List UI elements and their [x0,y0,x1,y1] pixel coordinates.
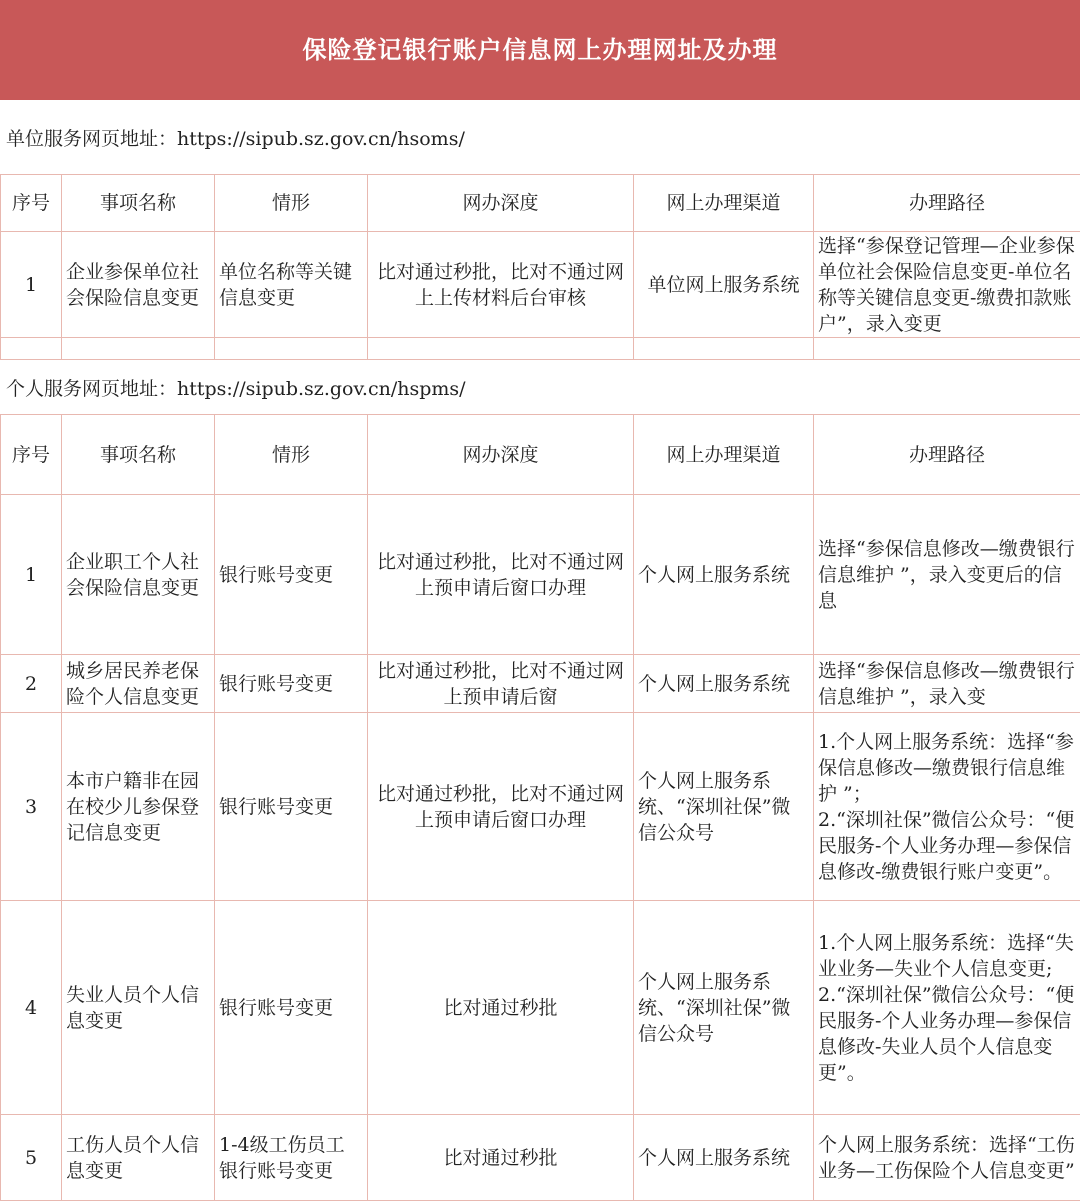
unit-service-table [0,174,1080,360]
personal-service-table [0,414,1080,1201]
path-step: 1.个人网上服务系统：选择“失业业务—失业个人信息变更; [818,930,1076,982]
cell-no: 1 [1,495,62,655]
table-row [1,232,1080,338]
cell-case: 单位名称等关键信息变更 [215,232,368,338]
cell-item: 企业参保单位社会保险信息变更 [62,232,215,338]
path-step: 2.“深圳社保”微信公众号：“便民服务-个人业务办理—参保信息修改-缴费银行账户变更”。 [818,807,1076,885]
header-no: 序号 [1,415,62,495]
cell-path: 选择“参保信息修改—缴费银行信息维护 ”，录入变 [814,655,1080,713]
cell-item: 本市户籍非在园在校少儿参保登记信息变更 [62,713,215,901]
cell-no: 4 [1,901,62,1115]
cell-depth: 比对通过秒批，比对不通过网上预申请后窗 [368,655,634,713]
header-channel: 网上办理渠道 [634,175,814,232]
cell-channel: 单位网上服务系统 [634,232,814,338]
page-title: 保险登记银行账户信息网上办理网址及办理 [303,36,778,64]
personal-service-url: 个人服务网页地址：https://sipub.sz.gov.cn/hspms/ [0,360,1080,414]
table-row [1,713,1080,901]
cell-channel: 个人网上服务系统、“深圳社保”微信公众号 [634,901,814,1115]
cell-no: 1 [1,232,62,338]
header-path: 办理路径 [814,175,1080,232]
cell-path: 个人网上服务系统：选择“工伤业务—工伤保险个人信息变更” [814,1115,1080,1201]
header-item: 事项名称 [62,175,215,232]
table-spacer-row [1,338,1080,360]
cell-depth: 比对通过秒批，比对不通过网上预申请后窗口办理 [368,495,634,655]
cell-depth: 比对通过秒批 [368,901,634,1115]
cell-depth: 比对通过秒批，比对不通过网上预申请后窗口办理 [368,713,634,901]
table-row [1,901,1080,1115]
cell-case: 1-4级工伤员工银行账号变更 [215,1115,368,1201]
header-channel: 网上办理渠道 [634,415,814,495]
cell-item: 城乡居民养老保险个人信息变更 [62,655,215,713]
cell-no: 5 [1,1115,62,1201]
unit-service-url: 单位服务网页地址：https://sipub.sz.gov.cn/hsoms/ [0,100,1080,174]
table-row [1,495,1080,655]
path-step: 2.“深圳社保”微信公众号：“便民服务-个人业务办理—参保信息修改-失业人员个人信息变更”。 [818,982,1076,1086]
cell-no: 3 [1,713,62,901]
cell-channel: 个人网上服务系统 [634,1115,814,1201]
cell-path [814,713,1080,901]
cell-channel: 个人网上服务系统 [634,655,814,713]
header-depth: 网办深度 [368,415,634,495]
cell-depth: 比对通过秒批，比对不通过网上上传材料后台审核 [368,232,634,338]
cell-path [814,901,1080,1115]
cell-channel: 个人网上服务系统 [634,495,814,655]
cell-depth: 比对通过秒批 [368,1115,634,1201]
header-depth: 网办深度 [368,175,634,232]
cell-case: 银行账号变更 [215,655,368,713]
header-path: 办理路径 [814,415,1080,495]
cell-case: 银行账号变更 [215,901,368,1115]
cell-item: 企业职工个人社会保险信息变更 [62,495,215,655]
table-row [1,1115,1080,1201]
header-case: 情形 [215,415,368,495]
page-title-banner [0,0,1080,100]
path-step: 1.个人网上服务系统：选择“参保信息修改—缴费银行信息维护 ”； [818,729,1076,807]
header-no: 序号 [1,175,62,232]
table-header-row [1,415,1080,495]
header-case: 情形 [215,175,368,232]
cell-case: 银行账号变更 [215,713,368,901]
cell-item: 失业人员个人信息变更 [62,901,215,1115]
cell-no: 2 [1,655,62,713]
cell-channel: 个人网上服务系统、“深圳社保”微信公众号 [634,713,814,901]
table-header-row [1,175,1080,232]
cell-path: 选择“参保登记管理—企业参保单位社会保险信息变更-单位名称等关键信息变更-缴费扣款账户”，录入变更 [814,232,1080,338]
cell-case: 银行账号变更 [215,495,368,655]
header-item: 事项名称 [62,415,215,495]
table-row [1,655,1080,713]
cell-path: 选择“参保信息修改—缴费银行信息维护 ”，录入变更后的信息 [814,495,1080,655]
cell-item: 工伤人员个人信息变更 [62,1115,215,1201]
